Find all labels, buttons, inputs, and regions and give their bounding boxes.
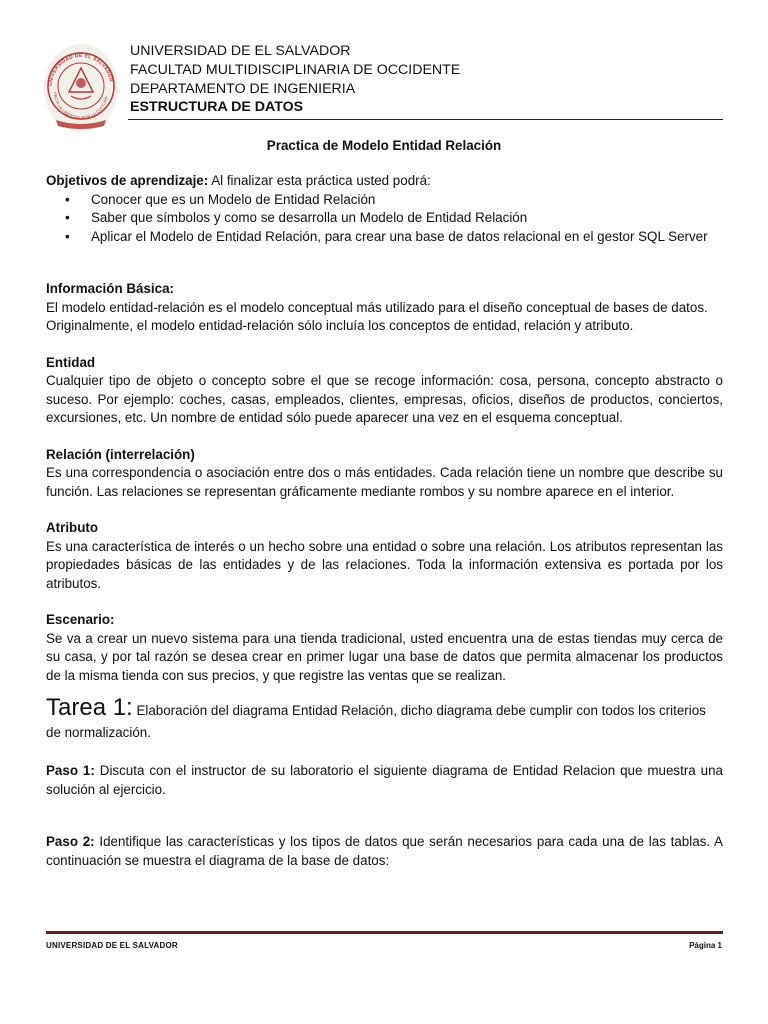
paso-2-text: Identifique las características y los tipos de datos que serán necesarios para cada una de las tablas. A continuación se muestra el diagrama de la base de datos:	[46, 834, 723, 868]
objectives-intro	[46, 172, 723, 191]
escenario-heading: Escenario:	[46, 612, 115, 627]
header-department: DEPARTAMENTO DE INGENIERIA	[130, 80, 356, 97]
relacion-heading: Relación (interrelación)	[46, 446, 195, 462]
paso-2-label: Paso 2:	[46, 834, 95, 849]
entidad-heading: Entidad	[46, 354, 96, 370]
document-title: Practica de Modelo Entidad Relación	[266, 138, 502, 153]
list-item	[46, 228, 723, 247]
atributo-paragraph: Es una característica de interés o un hecho sobre una entidad o sobre una relación. Los atributos representan las propiedades básicas de las entidades y de las relaciones. Toda la información extensiva es portada por los atributos.	[46, 538, 723, 591]
tarea-1-text: Elaboración del diagrama Entidad Relación, dicho diagrama debe cumplir con todos los criterios de normalización.	[46, 703, 706, 740]
atributo-heading: Atributo	[46, 520, 99, 535]
list-item	[46, 209, 723, 228]
document-body	[46, 172, 723, 870]
footer-page-number: Página 1	[689, 941, 722, 950]
seal-ring-text-top: UNIVERSIDAD DE EL SALVADOR	[47, 52, 114, 87]
escenario-paragraph: Se va a crear un nuevo sistema para una tienda tradicional, usted encuentra una de estas tiendas muy cerca de su casa, y por tal razón se desea crear en primer lugar una base de datos que permita almacenar los productos de la misma tienda con sus precios, y que registre las ventas que se realizan.	[46, 630, 723, 683]
tarea-1-label: Tarea 1:	[46, 694, 133, 721]
objectives-lead: Al finalizar esta práctica usted podrá:	[208, 173, 431, 188]
document-header	[130, 42, 460, 117]
objectives-list	[46, 191, 723, 247]
bullet-icon: •	[65, 228, 70, 244]
tarea-1	[46, 694, 723, 744]
paso-2	[46, 833, 723, 870]
header-faculty: FACULTAD MULTIDISCIPLINARIA DE OCCIDENTE	[130, 61, 461, 78]
seal-ring-text-bottom: HACIA LA LIBERTAD POR LA CULTURA	[52, 91, 109, 121]
footer-university: UNIVERSIDAD DE EL SALVADOR	[46, 941, 178, 950]
paso-1	[46, 762, 723, 799]
bullet-icon: •	[65, 210, 70, 225]
footer-divider	[46, 931, 723, 934]
objectives-heading: Objetivos de aprendizaje:	[46, 173, 209, 188]
header-university: UNIVERSIDAD DE EL SALVADOR	[130, 43, 351, 59]
list-item	[46, 191, 723, 210]
info-heading: Información Básica:	[46, 281, 174, 296]
header-divider	[128, 119, 723, 120]
objective-text: Aplicar el Modelo de Entidad Relación, para crear una base de datos relacional en el gestor SQL Server	[91, 228, 708, 244]
info-paragraph-2: Originalmente, el modelo entidad-relación sólo incluía los conceptos de entidad, relación y atributo.	[46, 318, 634, 333]
objective-text: Conocer que es un Modelo de Entidad Relación	[91, 191, 376, 207]
header-course: ESTRUCTURA DE DATOS	[130, 99, 304, 116]
university-seal-icon	[42, 42, 120, 134]
bullet-icon: •	[65, 191, 70, 207]
paso-1-text: Discuta con el instructor de su laboratorio el siguiente diagrama de Entidad Relacion que muestra una solución al ejercicio.	[46, 763, 723, 797]
paso-1-label: Paso 1:	[46, 763, 95, 778]
info-paragraph-1: El modelo entidad-relación es el modelo conceptual más utilizado para el diseño conceptual de bases de datos.	[46, 299, 708, 315]
entidad-paragraph: Cualquier tipo de objeto o concepto sobre el que se recoge información: cosa, persona, concepto abstracto o suceso. Por ejemplo: coches, casas, empleados, clientes, empresas, oficios, diseños de productos, conciertos, excursiones, etc. Un nombre de entidad sólo puede aparecer una vez en el esquema conceptual.	[46, 373, 723, 425]
relacion-paragraph: Es una correspondencia o asociación entre dos o más entidades. Cada relación tiene un nombre que describe su función. Las relaciones se representan gráficamente mediante rombos y su nombre aparece en el interior.	[46, 465, 723, 499]
objective-text: Saber que símbolos y como se desarrolla un Modelo de Entidad Relación	[91, 210, 528, 225]
